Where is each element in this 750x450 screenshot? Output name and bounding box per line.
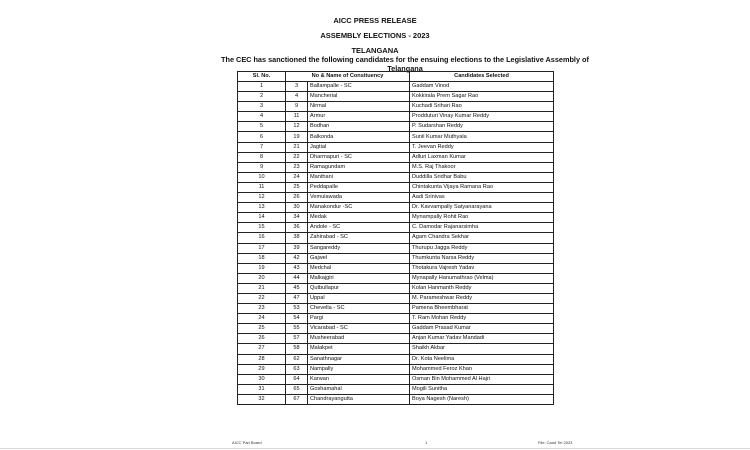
constituency-number-cell: 42 [286, 253, 308, 263]
serial-number-cell: 8 [238, 152, 286, 162]
serial-number-cell: 2 [238, 92, 286, 102]
candidate-name-cell: M.S. Raj Thakoor [410, 162, 554, 172]
constituency-number-cell: 25 [286, 182, 308, 192]
constituency-number-cell: 63 [286, 364, 308, 374]
table-row [238, 112, 554, 122]
candidate-name-cell: Thumkunta Narsa Reddy [410, 253, 554, 263]
table-row [238, 283, 554, 293]
candidate-name-cell: Sunil Kumar Muthyala [410, 132, 554, 142]
constituency-name-cell: Malakpet [308, 344, 410, 354]
constituency-number-cell: 54 [286, 314, 308, 324]
serial-number-cell: 14 [238, 213, 286, 223]
candidate-name-cell: P. Sudarshan Reddy [410, 122, 554, 132]
serial-number-cell: 4 [238, 112, 286, 122]
candidate-name-cell: Dr. Kavvampally Satyanarayana [410, 203, 554, 213]
candidate-name-cell: Pamena Bheembharat [410, 304, 554, 314]
constituency-number-cell: 62 [286, 354, 308, 364]
serial-number-cell: 15 [238, 223, 286, 233]
serial-number-cell: 13 [238, 203, 286, 213]
constituency-number-cell: 43 [286, 263, 308, 273]
page-bottom-rule [0, 448, 750, 449]
constituency-number-cell: 55 [286, 324, 308, 334]
candidate-name-cell: Chintakunta Vijaya Ramana Rao [410, 182, 554, 192]
column-header-constituency: No & Name of Consituency [286, 72, 410, 82]
table-row [238, 384, 554, 394]
constituency-name-cell: Gajwel [308, 253, 410, 263]
constituency-number-cell: 39 [286, 243, 308, 253]
serial-number-cell: 32 [238, 394, 286, 404]
candidate-name-cell: Mynampally Rohit Rao [410, 213, 554, 223]
serial-number-cell: 30 [238, 374, 286, 384]
candidate-name-cell: Mohammed Feroz Khan [410, 364, 554, 374]
constituency-name-cell: Pargi [308, 314, 410, 324]
page-number: 1 [425, 440, 428, 445]
candidate-name-cell: T. Jeevan Reddy [410, 142, 554, 152]
table-row [238, 293, 554, 303]
serial-number-cell: 10 [238, 172, 286, 182]
serial-number-cell: 28 [238, 354, 286, 364]
table-row [238, 142, 554, 152]
constituency-name-cell: Ramagundam [308, 162, 410, 172]
serial-number-cell: 5 [238, 122, 286, 132]
constituency-name-cell: Vemulawada [308, 193, 410, 203]
serial-number-cell: 23 [238, 304, 286, 314]
candidate-name-cell: Adluri Laxman Kumar [410, 152, 554, 162]
constituency-number-cell: 3 [286, 82, 308, 92]
constituency-number-cell: 23 [286, 162, 308, 172]
serial-number-cell: 27 [238, 344, 286, 354]
intro-text: The CEC has sanctioned the following candidates for the ensuing elections to the Legislative Assembly of Telangana [221, 55, 589, 73]
constituency-name-cell: Medchal [308, 263, 410, 273]
constituency-name-cell: Chevella - SC [308, 304, 410, 314]
table-row [238, 304, 554, 314]
constituency-number-cell: 34 [286, 213, 308, 223]
candidate-name-cell: Osman Bin Mohammed Al Hajri [410, 374, 554, 384]
constituency-name-cell: Manakondur -SC [308, 203, 410, 213]
table-row [238, 354, 554, 364]
candidate-name-cell: Mynapally Hanumathrao (Velma) [410, 273, 554, 283]
constituency-name-cell: Armur [308, 112, 410, 122]
candidates-table [237, 71, 554, 405]
table-row [238, 193, 554, 203]
table-row [238, 182, 554, 192]
constituency-name-cell: Musheerabad [308, 334, 410, 344]
table-row [238, 273, 554, 283]
constituency-number-cell: 9 [286, 102, 308, 112]
table-row [238, 122, 554, 132]
election-subtitle: ASSEMBLY ELECTIONS - 2023 [320, 31, 430, 40]
table-row [238, 162, 554, 172]
constituency-name-cell: Nirmal [308, 102, 410, 112]
table-row [238, 213, 554, 223]
candidate-name-cell: Kokkirala Prem Sagar Rao [410, 92, 554, 102]
constituency-number-cell: 65 [286, 384, 308, 394]
constituency-number-cell: 47 [286, 293, 308, 303]
table-row [238, 203, 554, 213]
candidate-name-cell: Agam Chandra Sekhar [410, 233, 554, 243]
serial-number-cell: 11 [238, 182, 286, 192]
constituency-name-cell: Vicarabad - SC [308, 324, 410, 334]
candidate-name-cell: Dr. Kota Neelima [410, 354, 554, 364]
candidate-name-cell: Mogili Sunitha [410, 384, 554, 394]
constituency-name-cell: Balkonda [308, 132, 410, 142]
table-row [238, 344, 554, 354]
table-row [238, 364, 554, 374]
table-row [238, 243, 554, 253]
candidate-name-cell: Kuchadi Srihari Rao [410, 102, 554, 112]
constituency-name-cell: Nampally [308, 364, 410, 374]
constituency-number-cell: 26 [286, 193, 308, 203]
serial-number-cell: 12 [238, 193, 286, 203]
press-release-title: AICC PRESS RELEASE [333, 16, 417, 25]
constituency-number-cell: 67 [286, 394, 308, 404]
constituency-number-cell: 58 [286, 344, 308, 354]
serial-number-cell: 9 [238, 162, 286, 172]
table-row [238, 314, 554, 324]
serial-number-cell: 25 [238, 324, 286, 334]
constituency-name-cell: Jagtial [308, 142, 410, 152]
constituency-name-cell: Goshamahal [308, 384, 410, 394]
table-row [238, 334, 554, 344]
constituency-number-cell: 21 [286, 142, 308, 152]
constituency-name-cell: Zahirabad - SC [308, 233, 410, 243]
constituency-name-cell: Sanathnagar [308, 354, 410, 364]
serial-number-cell: 6 [238, 132, 286, 142]
constituency-name-cell: Qutbullapur [308, 283, 410, 293]
table-row [238, 394, 554, 404]
candidate-name-cell: Shaikh Akbar [410, 344, 554, 354]
column-header-sl-no: Sl. No. [238, 72, 286, 82]
constituency-number-cell: 30 [286, 203, 308, 213]
candidate-name-cell: Duddilla Sridhar Babu [410, 172, 554, 182]
footer-file-name: File: Cand Tel 2023 [538, 440, 573, 445]
constituency-name-cell: Chandrayangutta [308, 394, 410, 404]
footer-left-text: AICC Parl Board [232, 440, 262, 445]
serial-number-cell: 19 [238, 263, 286, 273]
serial-number-cell: 16 [238, 233, 286, 243]
constituency-name-cell: Manthani [308, 172, 410, 182]
constituency-name-cell: Malkajgiri [308, 273, 410, 283]
serial-number-cell: 20 [238, 273, 286, 283]
candidate-name-cell: Gaddam Prasad Kumar [410, 324, 554, 334]
constituency-number-cell: 4 [286, 92, 308, 102]
constituency-number-cell: 22 [286, 152, 308, 162]
constituency-name-cell: Mancherial [308, 92, 410, 102]
candidate-name-cell: M. Parameshwar Reddy [410, 293, 554, 303]
serial-number-cell: 3 [238, 102, 286, 112]
table-row [238, 132, 554, 142]
state-heading: TELANGANA [351, 46, 399, 55]
constituency-number-cell: 64 [286, 374, 308, 384]
table-row [238, 263, 554, 273]
serial-number-cell: 7 [238, 142, 286, 152]
candidate-name-cell: Kolan Hanmanth Reddy [410, 283, 554, 293]
constituency-number-cell: 12 [286, 122, 308, 132]
serial-number-cell: 31 [238, 384, 286, 394]
table-row [238, 253, 554, 263]
candidate-name-cell: Aadi Srinivas [410, 193, 554, 203]
table-row [238, 233, 554, 243]
constituency-name-cell: Dharmapuri - SC [308, 152, 410, 162]
constituency-name-cell: Medak [308, 213, 410, 223]
constituency-number-cell: 38 [286, 233, 308, 243]
candidate-name-cell: T. Ram Mohan Reddy [410, 314, 554, 324]
column-header-candidate: Candidates Selected [410, 72, 554, 82]
table-row [238, 374, 554, 384]
constituency-number-cell: 57 [286, 334, 308, 344]
table-row [238, 92, 554, 102]
table-row [238, 152, 554, 162]
serial-number-cell: 24 [238, 314, 286, 324]
table-row [238, 82, 554, 92]
constituency-number-cell: 19 [286, 132, 308, 142]
constituency-number-cell: 36 [286, 223, 308, 233]
constituency-number-cell: 53 [286, 304, 308, 314]
constituency-name-cell: Peddapalle [308, 182, 410, 192]
table-row [238, 172, 554, 182]
serial-number-cell: 29 [238, 364, 286, 374]
candidate-name-cell: Thotakura Vajresh Yadav [410, 263, 554, 273]
constituency-number-cell: 45 [286, 283, 308, 293]
serial-number-cell: 17 [238, 243, 286, 253]
table-row [238, 102, 554, 112]
table-row [238, 324, 554, 334]
constituency-name-cell: Bodhan [308, 122, 410, 132]
candidate-name-cell: Prodduturi Vinay Kumar Reddy [410, 112, 554, 122]
candidate-name-cell: Anjan Kumar Yadav Mandadi [410, 334, 554, 344]
constituency-name-cell: Andole - SC [308, 223, 410, 233]
serial-number-cell: 18 [238, 253, 286, 263]
candidate-name-cell: Thurupu Jagga Reddy [410, 243, 554, 253]
constituency-name-cell: Ballampalle - SC [308, 82, 410, 92]
serial-number-cell: 1 [238, 82, 286, 92]
constituency-name-cell: Karwan [308, 374, 410, 384]
constituency-number-cell: 44 [286, 273, 308, 283]
table-row [238, 223, 554, 233]
candidate-name-cell: Boya Nagesh (Naresh) [410, 394, 554, 404]
serial-number-cell: 21 [238, 283, 286, 293]
table-header-row [238, 72, 554, 82]
constituency-number-cell: 11 [286, 112, 308, 122]
constituency-name-cell: Sangareddy [308, 243, 410, 253]
constituency-number-cell: 24 [286, 172, 308, 182]
candidate-name-cell: Gaddam Vinod [410, 82, 554, 92]
serial-number-cell: 22 [238, 293, 286, 303]
serial-number-cell: 26 [238, 334, 286, 344]
constituency-name-cell: Uppal [308, 293, 410, 303]
candidate-name-cell: C. Damodar Rajanarsimha [410, 223, 554, 233]
